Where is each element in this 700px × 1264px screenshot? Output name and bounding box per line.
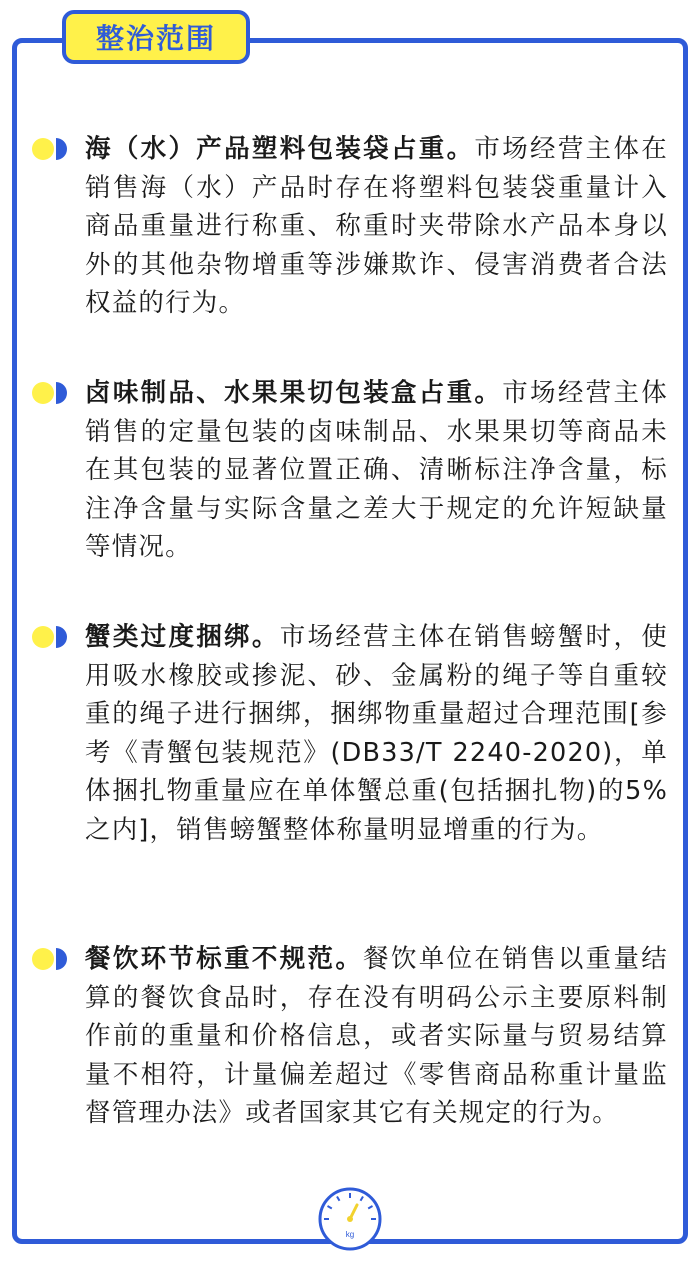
title-tag <box>62 10 250 64</box>
section-heading: 蟹类过度捆绑。 <box>85 622 280 652</box>
page-title: 整治范围 <box>95 22 216 55</box>
section-body: 市场经营主体在销售螃蟹时，使用吸水橡胶或掺泥、砂、金属粉的绳子等自重较重的绳子进行捆绑，捆绑物重量超过合理范围[参考《青蟹包装规范》(DB33/T 2240-2020)，单体捆扎物重量应在单体蟹总重(包括捆扎物)的5%之内]，销售螃蟹整体称量明显增重的行为。 <box>85 622 668 845</box>
section-paragraph <box>32 618 668 849</box>
section-paragraph <box>32 374 668 567</box>
scale-gauge-icon <box>317 1186 383 1252</box>
section-body: 市场经营主体销售的定量包装的卤味制品、水果果切等商品未在其包装的显著位置正确、清晰标注净含量，标注净含量与实际含量之差大于规定的允许短缺量等情况。 <box>85 378 668 562</box>
section-paragraph <box>32 130 668 323</box>
bullet-icon <box>32 948 74 970</box>
section-heading: 海（水）产品塑料包装袋占重。 <box>85 134 475 164</box>
section-1 <box>32 130 668 323</box>
bullet-icon <box>32 382 74 404</box>
section-2 <box>32 374 668 567</box>
section-body: 餐饮单位在销售以重量结算的餐饮食品时，存在没有明码公示主要原料制作前的重量和价格信息，或者实际量与贸易结算量不相符，计量偏差超过《零售商品称重计量监督管理办法》或者国家其它有关规定的行为。 <box>85 944 668 1128</box>
section-4 <box>32 940 668 1133</box>
section-body: 市场经营主体在销售海（水）产品时存在将塑料包装袋重量计入商品重量进行称重、称重时夹带除水产品本身以外的其他杂物增重等涉嫌欺诈、侵害消费者合法权益的行为。 <box>85 134 668 318</box>
gauge-unit-label: kg <box>345 1230 355 1239</box>
bullet-icon <box>32 626 74 648</box>
bullet-icon <box>32 138 74 160</box>
section-3 <box>32 618 668 849</box>
section-paragraph <box>32 940 668 1133</box>
section-heading: 餐饮环节标重不规范。 <box>85 944 364 974</box>
section-heading: 卤味制品、水果果切包装盒占重。 <box>85 378 503 408</box>
